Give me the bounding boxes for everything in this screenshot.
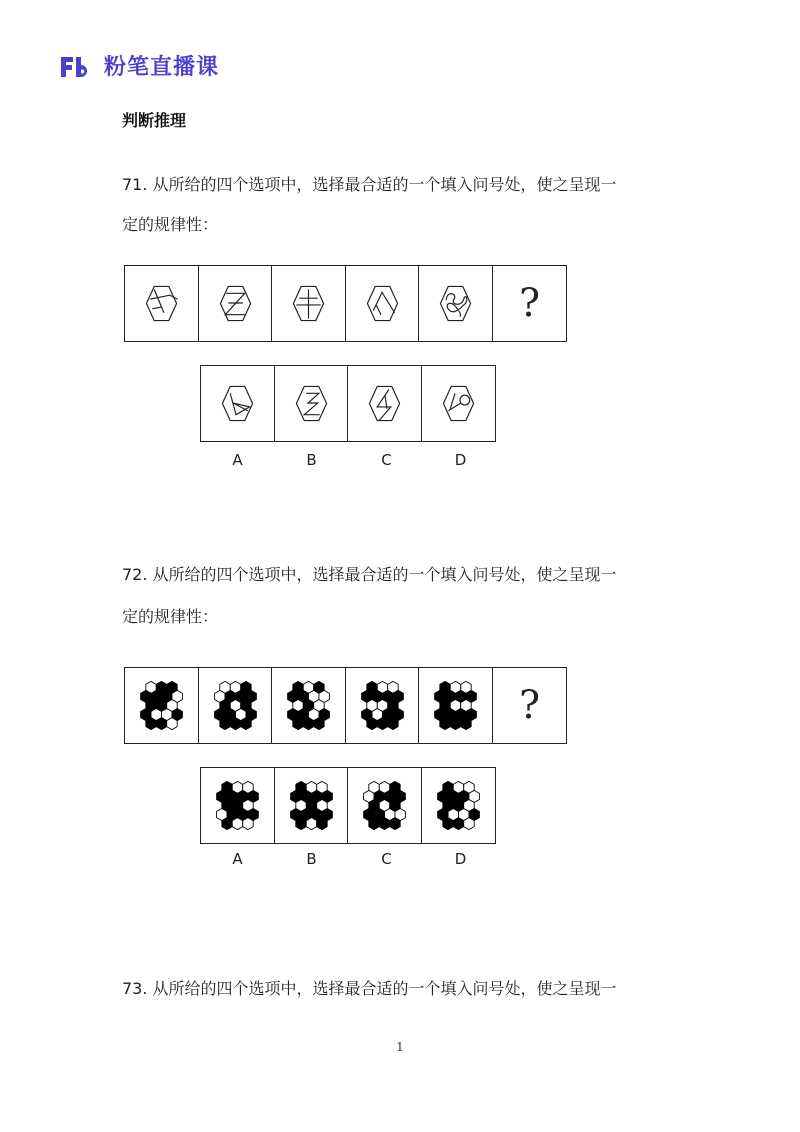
hex-cell	[367, 718, 377, 730]
hex-cell	[451, 718, 461, 730]
q71-option-a[interactable]	[200, 365, 275, 442]
hex-cell	[303, 718, 313, 730]
hex-cell	[222, 818, 232, 830]
hex-cell	[293, 718, 303, 730]
q71-option-label-a: A	[232, 451, 243, 469]
q72-option-a[interactable]	[200, 767, 275, 844]
hex-cell	[219, 718, 229, 730]
question-71-figure-row	[124, 265, 567, 342]
q71-option-label-d: D	[454, 451, 467, 469]
q72-option-label-c: C	[381, 850, 392, 868]
question-72-text-line2: 定的规律性：	[122, 607, 219, 626]
hex-cell	[369, 818, 379, 830]
hex-cell	[232, 818, 242, 830]
brand-name: 粉笔直播课	[104, 55, 220, 80]
q72-option-label-b: B	[306, 850, 317, 868]
hex-cell	[314, 718, 324, 730]
question-72-options-row	[200, 767, 496, 844]
q72-option-d[interactable]	[421, 767, 496, 844]
question-mark: ?	[519, 281, 540, 327]
q72-option-label-d: D	[454, 850, 467, 868]
q71-figure-1	[124, 265, 199, 342]
hex-cell	[295, 818, 305, 830]
question-72-figure-row	[124, 667, 567, 744]
q72-option-b[interactable]	[274, 767, 349, 844]
fb-logo-icon	[58, 51, 98, 81]
hex-cell	[306, 818, 316, 830]
q71-figure-3	[271, 265, 346, 342]
q72-figure-3	[271, 667, 346, 744]
question-mark: ?	[519, 683, 540, 729]
hex-cell	[443, 818, 453, 830]
brand-logo	[58, 50, 219, 81]
q72-figure-2	[198, 667, 273, 744]
hex-cell	[464, 818, 474, 830]
q71-figure-4	[345, 265, 420, 342]
hex-cell	[453, 818, 463, 830]
hex-cell	[146, 718, 156, 730]
hex-cell	[388, 718, 398, 730]
hex-cell	[377, 718, 387, 730]
page-number: 1	[396, 1040, 404, 1054]
q72-figure-5	[418, 667, 493, 744]
hex-cell	[390, 818, 400, 830]
q72-option-label-a: A	[232, 850, 243, 868]
section-title: 判断推理	[122, 111, 187, 130]
q72-option-c[interactable]	[347, 767, 422, 844]
hex-cell	[461, 718, 471, 730]
question-71-text-line2: 定的规律性：	[122, 215, 219, 234]
hex-cell	[379, 818, 389, 830]
question-72-text-line1: 72. 从所给的四个选项中，选择最合适的一个填入问号处，使之呈现一	[122, 565, 617, 584]
q71-missing-figure	[492, 265, 567, 342]
q71-option-d[interactable]	[421, 365, 496, 442]
q71-option-b[interactable]	[274, 365, 349, 442]
q71-option-label-b: B	[306, 451, 317, 469]
hex-cell	[156, 718, 166, 730]
question-73-text-line1: 73. 从所给的四个选项中，选择最合适的一个填入问号处，使之呈现一	[122, 979, 617, 998]
q72-figure-4	[345, 667, 420, 744]
hex-cell	[240, 718, 250, 730]
hex-cell	[167, 718, 177, 730]
q72-missing-figure	[492, 667, 567, 744]
q71-figure-2	[198, 265, 273, 342]
hex-cell	[243, 818, 253, 830]
question-71-text-line1: 71. 从所给的四个选项中，选择最合适的一个填入问号处，使之呈现一	[122, 175, 617, 194]
question-71-options-row	[200, 365, 496, 442]
hex-cell	[316, 818, 326, 830]
q71-option-label-c: C	[381, 451, 392, 469]
q71-option-c[interactable]	[347, 365, 422, 442]
hex-cell	[230, 718, 240, 730]
q71-figure-5	[418, 265, 493, 342]
q72-figure-1	[124, 667, 199, 744]
hex-cell	[440, 718, 450, 730]
